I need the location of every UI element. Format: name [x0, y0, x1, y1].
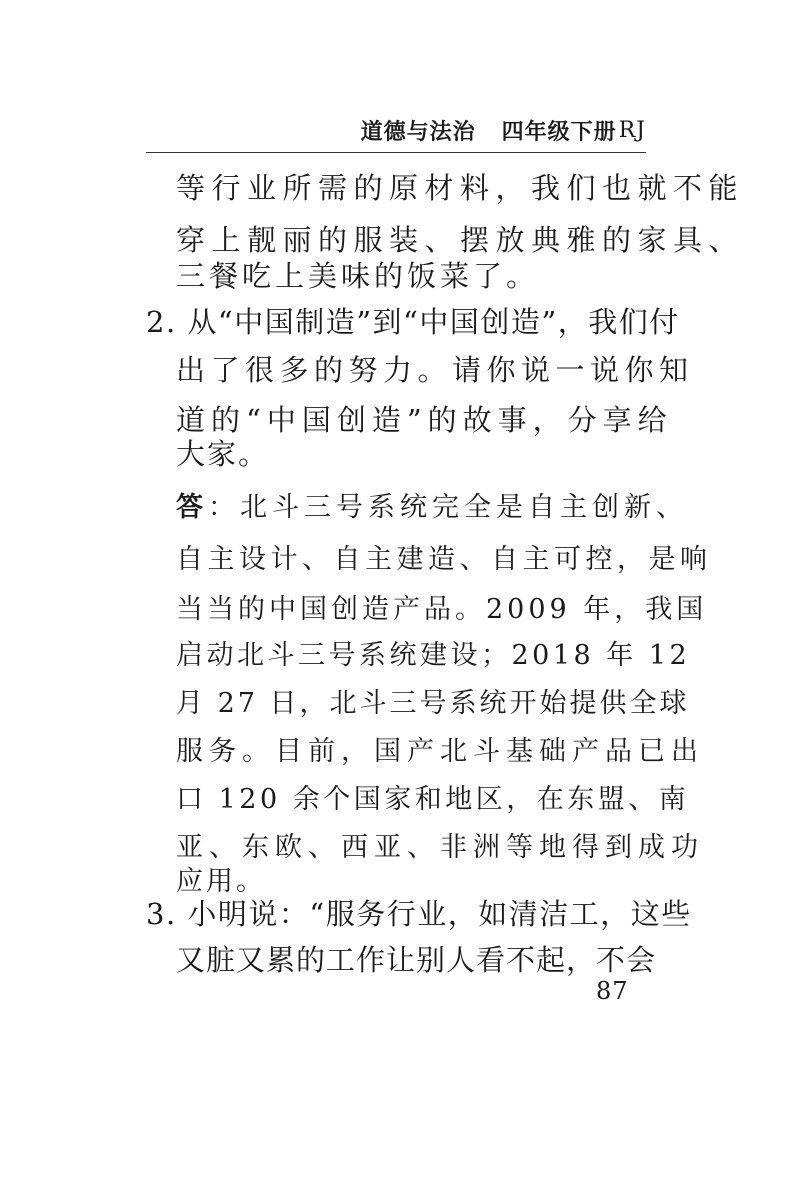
header-rule [146, 152, 646, 153]
question-2-line: 2. 从“中国制造”到“中国创造”，我们付 [146, 305, 680, 339]
header-edition: RJ [618, 117, 646, 143]
header-subject: 道德与法治 [360, 119, 476, 145]
answer-line [176, 488, 688, 528]
answer-line: 服务。目前，国产北斗基础产品已出 [176, 736, 704, 767]
answer-label: 答 [176, 492, 208, 523]
page-number: 87 [596, 977, 629, 1005]
answer-line: 自主设计、自主建造、自主可控，是响 [176, 544, 712, 575]
answer-line: 启动北斗三号系统建设；2018 年 12 [176, 640, 691, 671]
text-line: 等行业所需的原材料，我们也就不能 [176, 171, 745, 205]
answer-text: ：北斗三号系统完全是自主创新、 [208, 492, 688, 523]
answer-line: 当当的中国创造产品。2009 年，我国 [176, 594, 708, 625]
question-2-line: 道的“中国创造”的故事，分享给 [176, 403, 673, 437]
answer-line: 月 27 日，北斗三号系统开始提供全球 [176, 688, 690, 719]
text-line: 三餐吃上美味的饭菜了。 [176, 259, 540, 293]
question-2-line: 出了很多的努力。请你说一说你知 [176, 353, 694, 387]
running-header [146, 110, 646, 150]
answer-line: 应用。 [176, 866, 266, 897]
question-2-line: 大家。 [176, 437, 270, 471]
text-line: 穿上靓丽的服装、摆放典雅的家具、 [176, 223, 745, 257]
answer-line: 口 120 余个国家和地区，在东盟、南 [176, 784, 690, 815]
question-3-line: 3. 小明说：“服务行业，如清洁工，这些 [146, 897, 692, 931]
question-3-line: 又脏又累的工作让别人看不起，不会 [176, 943, 657, 977]
answer-line: 亚、东欧、西亚、非洲等地得到成功 [176, 832, 704, 863]
header-grade: 四年级下册 [501, 119, 617, 145]
